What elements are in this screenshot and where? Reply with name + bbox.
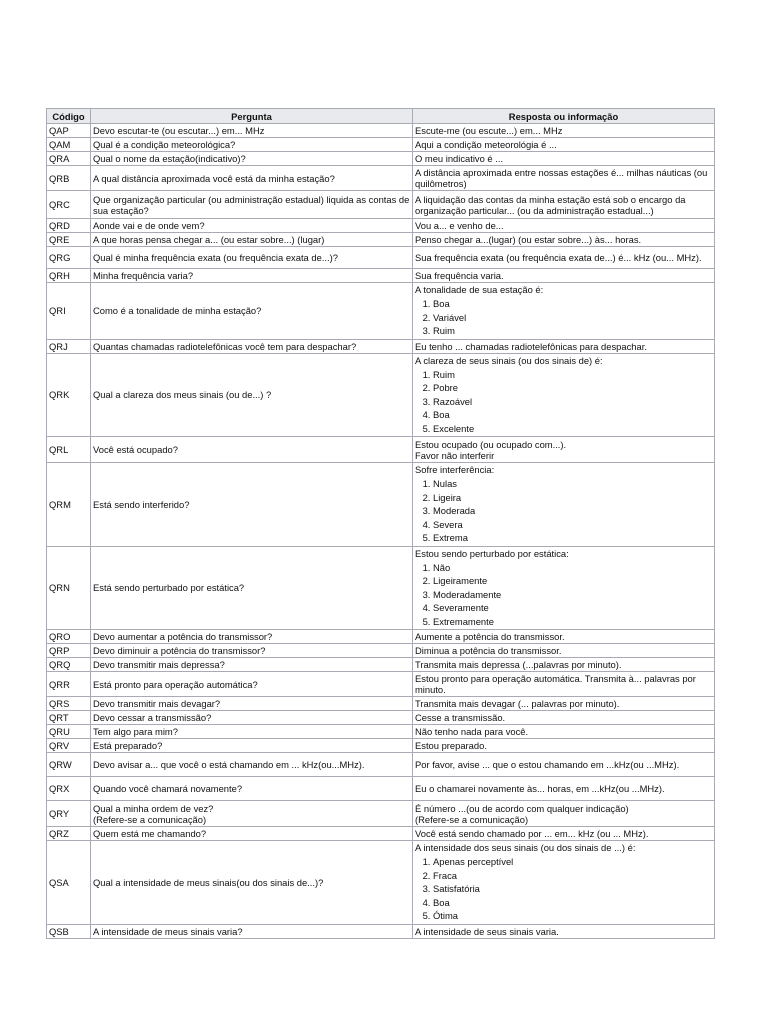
answer-line: Diminua a potência do transmissor. [415, 645, 562, 656]
row-code: QRP [47, 644, 91, 658]
row-code: QAM [47, 138, 91, 152]
answer-line: Transmita mais depressa (...palavras por minuto). [415, 659, 622, 670]
q-code-table [46, 108, 715, 939]
row-answer [413, 124, 715, 138]
table-row [47, 233, 715, 247]
question-line: A qual distância aproximada você está da minha estação? [93, 172, 335, 184]
answer-option: 5. Extrema [433, 531, 712, 545]
row-code: QRC [47, 191, 91, 219]
answer-line: Eu tenho ... chamadas radiotelefônicas para despachar. [415, 340, 647, 352]
answer-line: A intensidade de seus sinais varia. [415, 925, 559, 937]
row-question [91, 841, 413, 925]
row-answer [413, 166, 715, 191]
row-answer [413, 658, 715, 672]
question-line: Quando você chamará novamente? [93, 783, 243, 794]
row-code: QRM [47, 463, 91, 547]
row-code: QRO [47, 630, 91, 644]
answer-option: 3. Moderada [433, 504, 712, 518]
answer-option: 5. Ótima [433, 909, 712, 923]
question-line: Devo transmitir mais devagar? [93, 698, 221, 709]
answer-options-list [415, 855, 712, 923]
answer-option: 3. Razoável [433, 395, 712, 409]
answer-option: 2. Ligeiramente [433, 574, 712, 588]
answer-line: A tonalidade de sua estação é: [415, 284, 544, 295]
row-code: QRT [47, 711, 91, 725]
table-row [47, 437, 715, 463]
answer-options-list [415, 477, 712, 545]
header-code: Código [47, 109, 91, 124]
header-answer: Resposta ou informação [413, 109, 715, 124]
row-code: QSB [47, 924, 91, 938]
row-code: QRH [47, 269, 91, 283]
row-question [91, 777, 413, 801]
answer-line: Transmita mais devagar (... palavras por minuto). [415, 698, 620, 709]
answer-line: Escute-me (ou escute...) em... MHz [415, 125, 563, 136]
table-row [47, 777, 715, 801]
question-line: Devo aumentar a potência do transmissor? [93, 631, 273, 642]
question-line: Devo diminuir a potência do transmissor? [93, 645, 266, 656]
table-header-row [47, 109, 715, 124]
question-line: Que organização particular (ou administração estadual) liquida as contas de sua estação? [93, 193, 410, 216]
row-question [91, 546, 413, 630]
question-line: Está preparado? [93, 740, 163, 751]
q-code-document [46, 108, 714, 939]
table-row [47, 219, 715, 233]
row-question [91, 630, 413, 644]
row-question [91, 166, 413, 191]
row-code: QAP [47, 124, 91, 138]
row-answer [413, 924, 715, 938]
row-question [91, 233, 413, 247]
answer-line: Penso chegar a...(lugar) (ou estar sobre...) às... horas. [415, 234, 642, 245]
question-line: Qual a clareza dos meus sinais (ou de...) ? [93, 389, 272, 401]
answer-option: 1. Ruim [433, 368, 712, 382]
question-line: Devo transmitir mais depressa? [93, 659, 225, 670]
row-question [91, 658, 413, 672]
question-line: Devo avisar a... que você o está chamando em ... kHz(ou...MHz). [93, 759, 365, 770]
row-answer [413, 546, 715, 630]
row-code: QRG [47, 247, 91, 269]
row-answer [413, 753, 715, 777]
answer-line: A liquidação das contas da minha estação está sob o encargo da organização particular... (ou da administração estadual...) [415, 193, 686, 216]
question-line: Quantas chamadas radiotelefônicas você tem para despachar? [93, 340, 357, 352]
answer-line: Você está sendo chamado por ... em... kHz (ou ... MHz). [415, 828, 649, 839]
table-row [47, 269, 715, 283]
row-code: QRE [47, 233, 91, 247]
table-row [47, 644, 715, 658]
table-row [47, 630, 715, 644]
row-answer [413, 437, 715, 463]
row-question [91, 924, 413, 938]
answer-options-list [415, 561, 712, 629]
row-code: QRX [47, 777, 91, 801]
row-question [91, 138, 413, 152]
table-row [47, 725, 715, 739]
answer-line: Não tenho nada para você. [415, 726, 529, 737]
row-code: QRR [47, 672, 91, 697]
header-question: Pergunta [91, 109, 413, 124]
answer-option: 2. Pobre [433, 381, 712, 395]
row-question [91, 753, 413, 777]
answer-line: Estou preparado. [415, 740, 487, 751]
row-answer [413, 339, 715, 353]
table-row [47, 711, 715, 725]
question-line: Qual a minha ordem de vez? [93, 802, 214, 814]
row-code: QRK [47, 353, 91, 437]
answer-line: Estou pronto para operação automática. Transmita à... palavras por minuto. [415, 673, 696, 695]
row-question [91, 124, 413, 138]
row-code: QRA [47, 152, 91, 166]
row-code: QRS [47, 697, 91, 711]
table-row [47, 739, 715, 753]
row-code: QRL [47, 437, 91, 463]
row-answer [413, 801, 715, 827]
row-question [91, 725, 413, 739]
row-answer [413, 777, 715, 801]
row-question [91, 739, 413, 753]
row-question [91, 672, 413, 697]
answer-option: 2. Ligeira [433, 491, 712, 505]
answer-line: Estou sendo perturbado por estática: [415, 547, 569, 559]
answer-option: 5. Extremamente [433, 615, 712, 629]
row-question [91, 437, 413, 463]
row-answer [413, 233, 715, 247]
row-question [91, 219, 413, 233]
question-line: Qual é a condição meteorológica? [93, 139, 236, 150]
row-question [91, 191, 413, 219]
table-row [47, 191, 715, 219]
row-answer [413, 630, 715, 644]
row-question [91, 152, 413, 166]
row-answer [413, 191, 715, 219]
question-line: Qual é minha frequência exata (ou frequência exata de...)? [93, 252, 338, 263]
table-row [47, 166, 715, 191]
row-code: QRQ [47, 658, 91, 672]
row-answer [413, 269, 715, 283]
row-question [91, 463, 413, 547]
row-answer [413, 463, 715, 547]
answer-option: 1. Não [433, 561, 712, 575]
row-question [91, 711, 413, 725]
question-line: Como é a tonalidade de minha estação? [93, 305, 262, 317]
table-row [47, 463, 715, 547]
row-question [91, 697, 413, 711]
row-question [91, 247, 413, 269]
question-line: Minha frequência varia? [93, 270, 194, 281]
row-code: QSA [47, 841, 91, 925]
question-line: Aonde vai e de onde vem? [93, 220, 205, 231]
answer-option: 4. Boa [433, 408, 712, 422]
answer-line: Por favor, avise ... que o estou chamando em ...kHz(ou ...MHz). [415, 759, 680, 770]
answer-line: Eu o chamarei novamente às... horas, em ...kHz(ou ...MHz). [415, 783, 665, 794]
answer-line: É número ...(ou de acordo com qualquer indicação) [415, 802, 629, 814]
row-code: QRU [47, 725, 91, 739]
row-answer [413, 152, 715, 166]
answer-line: (Refere-se a comunicação) [415, 813, 529, 825]
answer-option: 3. Satisfatória [433, 882, 712, 896]
row-answer [413, 353, 715, 437]
row-answer [413, 247, 715, 269]
answer-option: 3. Ruim [433, 324, 712, 338]
table-row [47, 247, 715, 269]
answer-option: 4. Severa [433, 518, 712, 532]
row-question [91, 827, 413, 841]
row-code: QRJ [47, 339, 91, 353]
table-row [47, 697, 715, 711]
answer-option: 1. Apenas perceptível [433, 855, 712, 869]
question-line: A intensidade de meus sinais varia? [93, 925, 243, 937]
row-code: QRB [47, 166, 91, 191]
row-answer [413, 827, 715, 841]
row-code: QRV [47, 739, 91, 753]
question-line: Tem algo para mim? [93, 726, 178, 737]
answer-line: Vou a... e venho de... [415, 220, 504, 231]
answer-option: 2. Fraca [433, 869, 712, 883]
row-question [91, 283, 413, 340]
question-line: Está sendo perturbado por estática? [93, 582, 245, 594]
answer-line: Aqui a condição meteorológia é ... [415, 139, 557, 150]
question-line: Quem está me chamando? [93, 828, 207, 839]
question-line: (Refere-se a comunicação) [93, 813, 207, 825]
table-row [47, 152, 715, 166]
table-row [47, 546, 715, 630]
row-code: QRI [47, 283, 91, 340]
answer-option: 4. Boa [433, 896, 712, 910]
row-question [91, 339, 413, 353]
answer-options-list [415, 297, 712, 338]
row-answer [413, 283, 715, 340]
answer-line: Sua frequência varia. [415, 270, 504, 281]
row-answer [413, 219, 715, 233]
table-row [47, 124, 715, 138]
answer-option: 2. Variável [433, 311, 712, 325]
row-answer [413, 697, 715, 711]
answer-line: Aumente a potência do transmissor. [415, 631, 565, 642]
row-question [91, 801, 413, 827]
question-line: Você está ocupado? [93, 444, 178, 455]
answer-line: A distância aproximada entre nossas estações é... milhas náuticas (ou quilômetros) [415, 167, 708, 189]
answer-options-list [415, 368, 712, 436]
table-row [47, 801, 715, 827]
answer-line: O meu indicativo é ... [415, 153, 504, 164]
row-code: QRY [47, 801, 91, 827]
answer-line: Estou ocupado (ou ocupado com...). [415, 438, 567, 450]
answer-line: Sofre interferência: [415, 464, 495, 475]
row-answer [413, 739, 715, 753]
answer-option: 3. Moderadamente [433, 588, 712, 602]
answer-option: 1. Nulas [433, 477, 712, 491]
table-body [47, 124, 715, 939]
row-answer [413, 725, 715, 739]
answer-line: A intensidade dos seus sinais (ou dos sinais de ...) é: [415, 842, 636, 853]
answer-option: 5. Excelente [433, 422, 712, 436]
question-line: Qual o nome da estação(indicativo)? [93, 153, 246, 164]
row-question [91, 644, 413, 658]
question-line: Qual a intensidade de meus sinais(ou dos sinais de...)? [93, 876, 324, 888]
answer-line: A clareza de seus sinais (ou dos sinais de) é: [415, 354, 603, 366]
row-answer [413, 672, 715, 697]
table-row [47, 841, 715, 925]
answer-line: Sua frequência exata (ou frequência exata de...) é... kHz (ou... MHz). [415, 252, 702, 263]
answer-line: Favor não interferir [415, 449, 495, 461]
table-row [47, 283, 715, 340]
question-line: Devo escutar-te (ou escutar...) em... MHz [93, 125, 265, 136]
row-question [91, 353, 413, 437]
answer-line: Cesse a transmissão. [415, 712, 506, 723]
row-answer [413, 841, 715, 925]
table-row [47, 753, 715, 777]
row-code: QRZ [47, 827, 91, 841]
question-line: Está pronto para operação automática? [93, 678, 258, 690]
table-row [47, 672, 715, 697]
question-line: Está sendo interferido? [93, 498, 190, 510]
row-code: QRD [47, 219, 91, 233]
answer-option: 1. Boa [433, 297, 712, 311]
row-question [91, 269, 413, 283]
table-row [47, 339, 715, 353]
row-answer [413, 711, 715, 725]
question-line: A que horas pensa chegar a... (ou estar sobre...) (lugar) [93, 234, 325, 245]
table-row [47, 658, 715, 672]
row-answer [413, 138, 715, 152]
table-row [47, 138, 715, 152]
table-row [47, 353, 715, 437]
table-row [47, 827, 715, 841]
row-answer [413, 644, 715, 658]
answer-option: 4. Severamente [433, 601, 712, 615]
question-line: Devo cessar a transmissão? [93, 712, 212, 723]
table-row [47, 924, 715, 938]
row-code: QRW [47, 753, 91, 777]
row-code: QRN [47, 546, 91, 630]
